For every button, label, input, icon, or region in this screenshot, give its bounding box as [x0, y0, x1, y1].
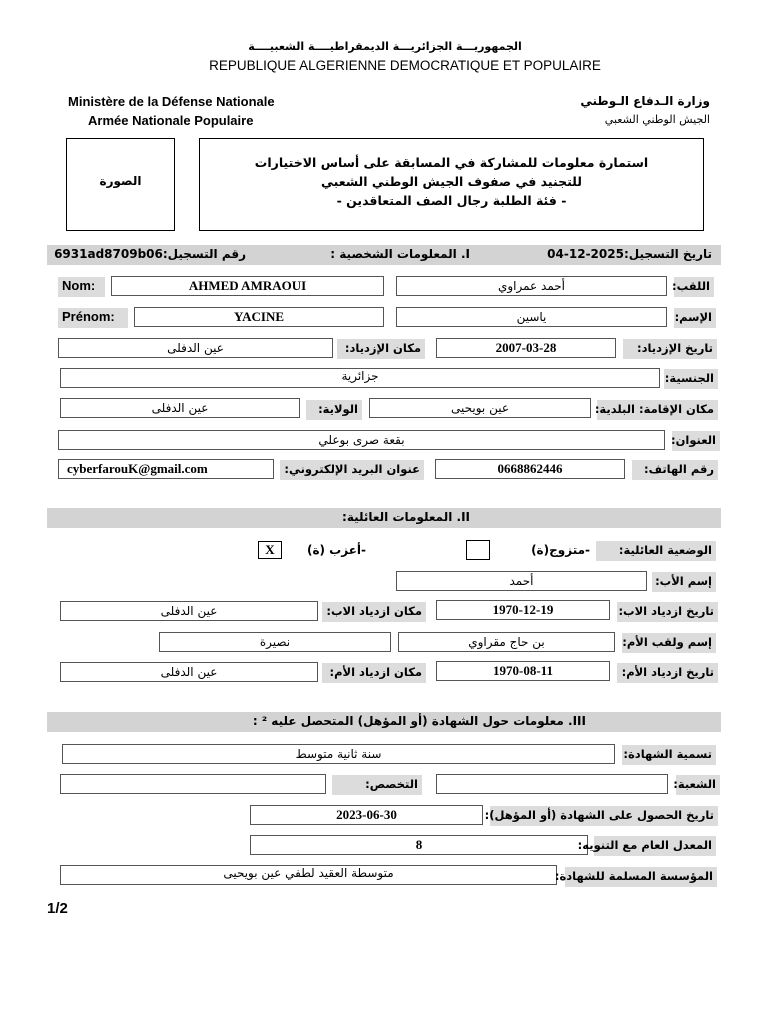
nationality-label: الجنسية: — [664, 369, 718, 389]
address-field[interactable]: بقعة صرى بوعلي — [58, 430, 665, 450]
father-birth-place-label: مكان ازدياد الاب: — [322, 602, 426, 622]
birth-place-label: مكان الإزدياد: — [337, 339, 425, 359]
father-name-label: إسم الأب: — [652, 572, 716, 592]
average-label: المعدل العام مع التنويه: — [594, 836, 716, 856]
army-arabic: الجيش الوطني الشعبي — [604, 113, 710, 126]
married-checkbox[interactable] — [466, 540, 490, 560]
prenom-label: Prénom: — [58, 308, 128, 328]
form-title-line1: استمارة معلومات للمشاركة في المسابقة على أساس الاختيارات — [254, 155, 649, 170]
wilaya-field[interactable]: عين الدفلى — [60, 398, 300, 418]
prenom-field[interactable]: YACINE — [134, 307, 384, 327]
mother-birth-place-label: مكان ازدياد الأم: — [322, 663, 426, 683]
diploma-name-field[interactable]: سنة ثانية متوسط — [62, 744, 615, 764]
laqab-label: اللقب: — [674, 277, 714, 297]
residence-label: مكان الإقامة: البلدية: — [597, 400, 718, 420]
diploma-date-label: تاريخ الحصول على الشهادة (أو المؤهل): — [490, 806, 718, 826]
phone-label: رقم الهاتف: — [632, 460, 718, 480]
father-birth-date-label: تاريخ ازدياد الاب: — [617, 602, 718, 622]
branch-field[interactable] — [436, 774, 668, 794]
diploma-date-field[interactable]: 2023-06-30 — [250, 805, 483, 825]
page-number: 1/2 — [47, 900, 68, 917]
section-personal-title: I. المعلومات الشخصية : — [330, 247, 470, 261]
form-title-line3: - فئة الطلبة رجال الصف المتعاقدين - — [336, 193, 567, 208]
section-family-title: II. المعلومات العائلية: — [342, 510, 470, 524]
photo-box — [66, 138, 175, 231]
ism-field[interactable]: ياسين — [396, 307, 667, 327]
phone-field[interactable]: 0668862446 — [435, 459, 625, 479]
single-label: -أعزب (ة) — [306, 543, 366, 557]
photo-label: الصورة — [99, 174, 142, 188]
mother-birth-date-label: تاريخ ازدياد الأم: — [617, 663, 718, 683]
mother-firstname-field[interactable]: نصيرة — [159, 632, 391, 652]
form-title-line2: للتجنيد في صفوف الجيش الوطني الشعبي — [321, 174, 582, 189]
institution-label: المؤسسة المسلمة للشهادة: — [565, 867, 717, 887]
birth-place-field[interactable]: عين الدفلى — [58, 338, 333, 358]
birth-date-label: تاريخ الإزدياد: — [623, 339, 717, 359]
single-checkbox[interactable]: X — [258, 541, 282, 559]
nom-field[interactable]: AHMED AMRAOUI — [111, 276, 384, 296]
diploma-name-label: تسمية الشهادة: — [622, 745, 716, 765]
army-french: Armée Nationale Populaire — [88, 113, 254, 128]
ism-label: الإسم: — [674, 308, 716, 328]
mother-birth-date-field[interactable]: 1970-08-11 — [436, 661, 610, 681]
address-label: العنوان: — [672, 431, 720, 451]
birth-date-field[interactable]: 2007-03-28 — [436, 338, 616, 358]
wilaya-label: الولاية: — [306, 400, 362, 420]
father-name-field[interactable]: أحمد — [396, 571, 647, 591]
ministry-arabic: وزارة الـدفاع الـوطني — [580, 94, 710, 108]
family-status-label: الوضعية العائلية: — [596, 541, 716, 561]
laqab-field[interactable]: أحمد عمراوي — [396, 276, 667, 296]
mother-name-label: إسم ولقب الأم: — [622, 633, 716, 653]
branch-label: الشعبة: — [676, 775, 720, 795]
specialty-field[interactable] — [60, 774, 326, 794]
residence-field[interactable]: عين بويحيى — [369, 398, 591, 418]
ministry-french: Ministère de la Défense Nationale — [68, 94, 275, 109]
father-birth-place-field[interactable]: عين الدفلى — [60, 601, 318, 621]
email-label: عنوان البريد الإلكتروني: — [280, 460, 424, 480]
mother-surname-field[interactable]: بن حاج مقراوي — [398, 632, 615, 652]
nom-label: Nom: — [58, 277, 105, 297]
registration-date: تاريخ التسجيل:2025-12-04 — [547, 247, 712, 261]
nationality-field[interactable]: جزائرية — [60, 368, 660, 388]
registration-number: رقم التسجيل:6931ad8709b06 — [54, 247, 246, 261]
republic-arabic: الجمهوريـــة الجزائريـــة الديمقراطيــــة الشعبيــــة — [248, 40, 522, 53]
specialty-label: التخصص: — [332, 775, 422, 795]
institution-field[interactable]: متوسطة العقيد لطفي عين بويحيى — [60, 865, 557, 885]
email-field[interactable]: cyberfarouK@gmail.com — [58, 459, 274, 479]
form-title-box — [199, 138, 704, 231]
section-diploma-title: III. معلومات حول الشهادة (أو المؤهل) المتحصل عليه ² : — [252, 714, 586, 728]
republic-french: REPUBLIQUE ALGERIENNE DEMOCRATIQUE ET POPULAIRE — [209, 58, 601, 73]
married-label: -متزوج(ة) — [531, 543, 590, 557]
father-birth-date-field[interactable]: 1970-12-19 — [436, 600, 610, 620]
average-field[interactable]: 8 — [250, 835, 588, 855]
mother-birth-place-field[interactable]: عين الدفلى — [60, 662, 318, 682]
